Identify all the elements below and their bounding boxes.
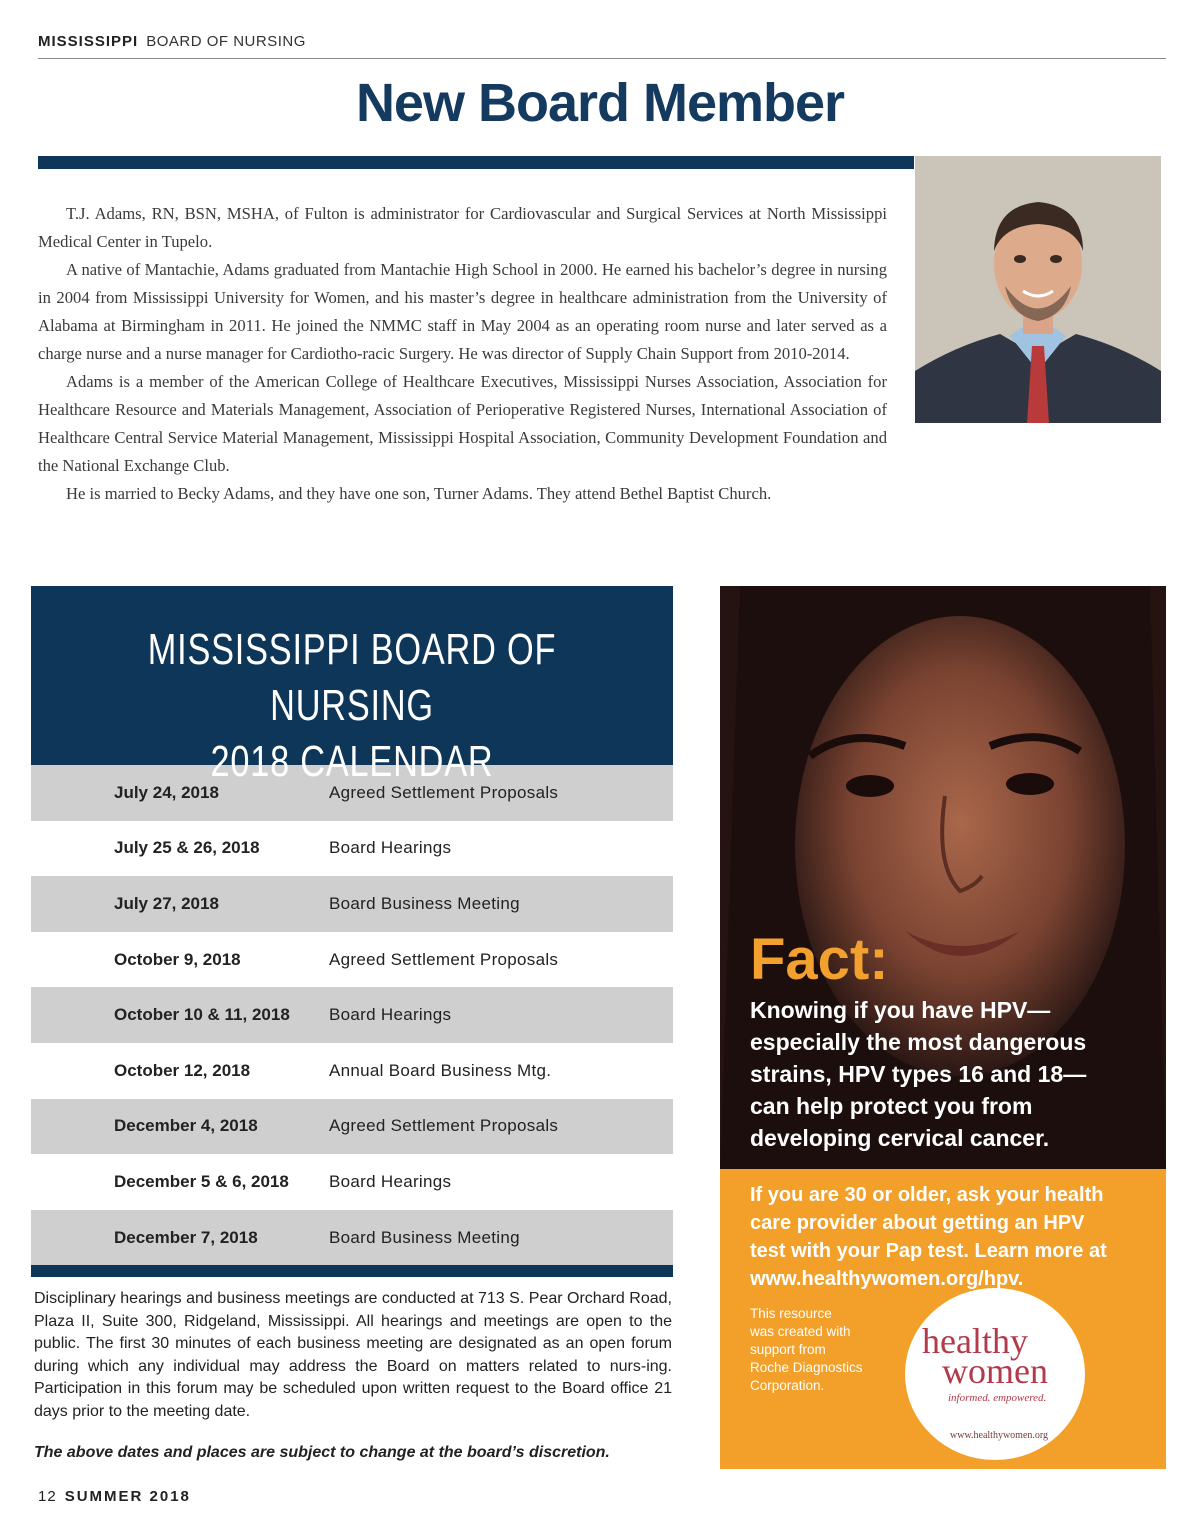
header-brand: MISSISSIPPI [38, 33, 139, 50]
ad-fact-line: can help protect you from [750, 1093, 1033, 1119]
healthywomen-logo [900, 1284, 1090, 1464]
calendar-date: October 12, 2018 [114, 1060, 251, 1080]
ad-fact-line: developing cervical cancer. [750, 1125, 1050, 1151]
calendar-event: Board Business Meeting [329, 1227, 520, 1247]
ad-fact-text [750, 994, 1150, 1154]
calendar-note: Disciplinary hearings and business meetings are conducted at 713 S. Pear Orchard Road, Plaza II, Suite 300, Ridgeland, Mississippi. All hearings and meetings are open to the public. The first 30 minutes of each business meeting are designated as an open forum during which any individual may address the Board on matters related to nurs-ing. Participation in this forum may be scheduled upon written request to the Board office 21 days prior to the meeting date. [34, 1290, 672, 1420]
bio-paragraph: He is married to Becky Adams, and they have one son, Turner Adams. They attend Bethel Baptist Church. [66, 484, 772, 503]
logo-word-healthy: healthy [922, 1321, 1028, 1361]
calendar-event: Board Hearings [329, 1171, 452, 1191]
calendar-row [31, 1154, 673, 1210]
calendar-date: October 9, 2018 [114, 949, 241, 969]
board-member-photo [915, 156, 1161, 423]
ad-sponsor-line: Corporation. [750, 1378, 825, 1393]
ad-fact-heading: Fact: [750, 927, 889, 992]
ad-cta-line: If you are 30 or older, ask your health [750, 1184, 1104, 1206]
calendar-event: Agreed Settlement Proposals [329, 949, 559, 969]
calendar-date: July 25 & 26, 2018 [114, 838, 260, 858]
calendar-row [31, 1043, 673, 1099]
ad-fact-line: Knowing if you have HPV— [750, 997, 1051, 1023]
calendar-row [31, 821, 673, 877]
calendar-date: October 10 & 11, 2018 [114, 1005, 290, 1025]
ad-cta-link[interactable]: www.healthywomen.org/hpv. [750, 1268, 1024, 1290]
ad-call-to-action [750, 1181, 1155, 1293]
ad-fact-line: especially the most dangerous [750, 1029, 1087, 1055]
calendar-row [31, 1099, 673, 1155]
calendar-event: Board Business Meeting [329, 893, 520, 913]
ad-fact-line: strains, HPV types 16 and 18— [750, 1061, 1087, 1087]
calendar-box [31, 586, 673, 1277]
hpv-advertisement [720, 586, 1166, 1469]
calendar-date: December 4, 2018 [114, 1116, 258, 1136]
calendar-date: December 5 & 6, 2018 [114, 1171, 289, 1191]
calendar-event: Agreed Settlement Proposals [329, 782, 559, 802]
ad-sponsor-line: support from [750, 1342, 826, 1357]
logo-url[interactable]: www.healthywomen.org [950, 1430, 1049, 1441]
ad-callout [720, 1169, 1166, 1469]
ad-sponsor-line: Roche Diagnostics [750, 1360, 863, 1375]
calendar-bottom-rule [31, 1265, 673, 1277]
calendar-row [31, 987, 673, 1043]
bio-paragraph: A native of Mantachie, Adams graduated from Mantachie High School in 2000. He earned his bachelor’s degree in nursing in 2004 from Mississippi University for Women, and his master’s degree in healthcare administration from the University of Alabama at Birmingham in 2011. He joined the NMMC staff in May 2004 as an operating room nurse and later served as a charge nurse and a nurse manager for Cardiotho-racic Surgery. He was director of Supply Chain Support from 2010-2014. [38, 260, 887, 363]
calendar-row [31, 876, 673, 932]
logo-tagline: informed. empowered. [948, 1392, 1047, 1404]
calendar-title-line1: MISSISSIPPI BOARD OF NURSING [147, 625, 557, 730]
calendar-date: July 24, 2018 [114, 782, 219, 802]
page-footer [38, 1488, 191, 1505]
bio-paragraph: T.J. Adams, RN, BSN, MSHA, of Fulton is administrator for Cardiovascular and Surgical Services at North Mississippi Medical Center in Tupelo. [38, 204, 887, 251]
calendar-event: Board Hearings [329, 1005, 452, 1025]
calendar-disclaimer: The above dates and places are subject to change at the board’s discretion. [34, 1444, 610, 1461]
calendar-event: Board Hearings [329, 838, 452, 858]
calendar-heading [31, 586, 673, 786]
calendar-date: December 7, 2018 [114, 1227, 258, 1247]
bio-paragraph: Adams is a member of the American College of Healthcare Executives, Mississippi Nurses Association, Association for Healthcare Resource and Materials Management, Association of Perioperative Registered Nurses, International Association of Healthcare Central Service Material Management, Mississippi Hospital Association, Community Development Foundation and the National Exchange Club. [38, 372, 887, 475]
ad-portrait [720, 586, 1166, 1169]
ad-cta-line: care provider about getting an HPV [750, 1212, 1085, 1234]
article-body [38, 200, 887, 508]
calendar-row [31, 932, 673, 988]
calendar-date: July 27, 2018 [114, 893, 219, 913]
title-rule [38, 156, 914, 169]
ad-sponsor-note [750, 1305, 890, 1395]
calendar-event: Agreed Settlement Proposals [329, 1116, 559, 1136]
calendar-row [31, 1210, 673, 1266]
article-title: New Board Member [355, 73, 845, 133]
issue-label: SUMMER 2018 [64, 1488, 191, 1505]
logo-word-women: women [942, 1351, 1048, 1391]
calendar-event: Annual Board Business Mtg. [329, 1060, 552, 1080]
ad-sponsor-line: This resource [750, 1306, 832, 1321]
ad-cta-line: test with your Pap test. Learn more at [750, 1240, 1107, 1262]
calendar-title-line2: 2018 CALENDAR [210, 737, 494, 786]
ad-sponsor-line: was created with [750, 1324, 851, 1339]
header-subtitle: BOARD OF NURSING [146, 33, 306, 50]
page-number: 12 [38, 1488, 57, 1505]
page-header [38, 33, 1166, 59]
